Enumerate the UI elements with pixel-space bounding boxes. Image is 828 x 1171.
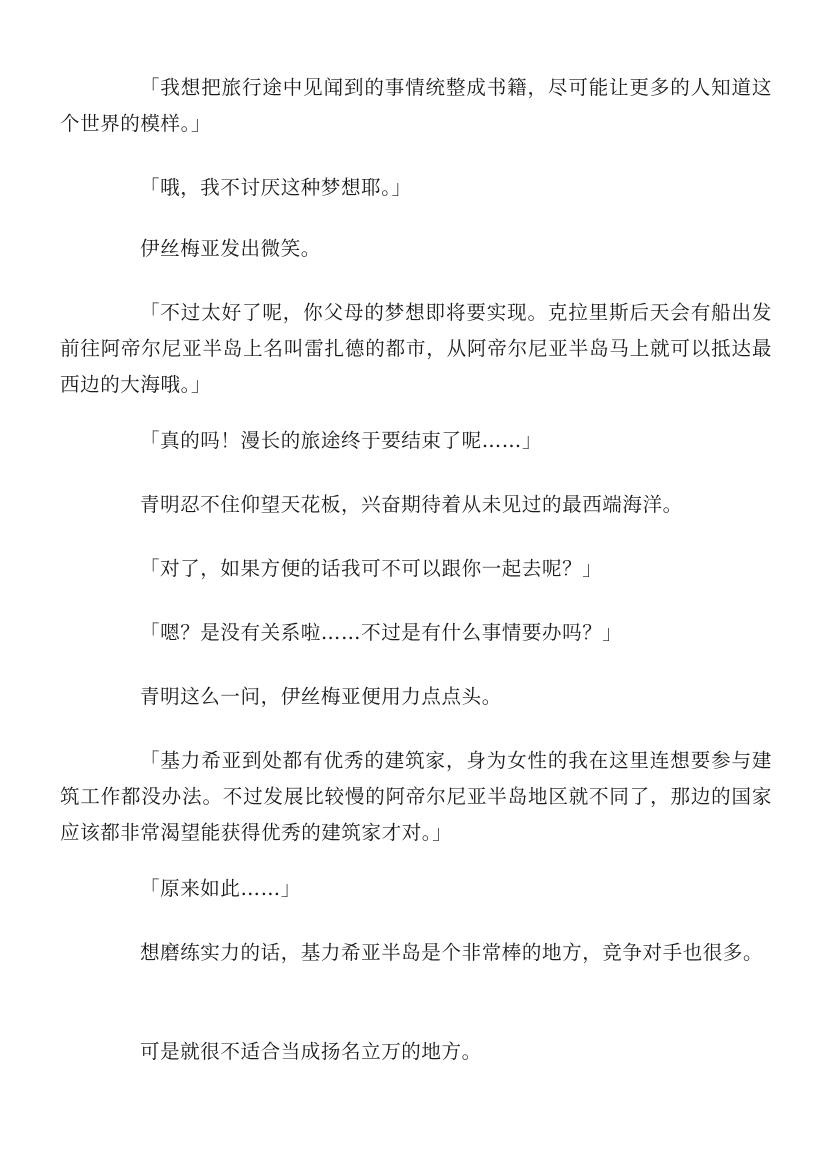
paragraph-4: 「不过太好了呢，你父母的梦想即将要实现。克拉里斯后天会有船出发前往阿帝尔尼亚半岛上名叫雷扎德的都市，从阿帝尔尼亚半岛马上就可以抵达最西边的大海哦。」 — [60, 301, 772, 396]
paragraph-10: 「基力希亚到处都有优秀的建筑家，身为女性的我在这里连想要参与建筑工作都没办法。不过发展比较慢的阿帝尔尼亚半岛地区就不同了，那边的国家应该都非常渴望能获得优秀的建筑家才对。」 — [60, 749, 772, 844]
paragraph-7: 「对了，如果方便的话我可不可以跟你一起去呢？」 — [140, 557, 603, 580]
paragraph-5: 「真的吗！漫长的旅途终于要结束了呢……」 — [140, 429, 543, 452]
paragraph-1: 「我想把旅行途中见闻到的事情统整成书籍，尽可能让更多的人知道这个世界的模样。」 — [60, 76, 772, 135]
paragraph-2: 「哦，我不讨厌这种梦想耶。」 — [140, 176, 412, 199]
paragraph-13: 可是就很不适合当成扬名立万的地方。 — [140, 1040, 482, 1063]
paragraph-8: 「嗯？是没有关系啦……不过是有什么事情要办吗？」 — [140, 621, 623, 644]
paragraph-12: 想磨练实力的话，基力希亚半岛是个非常棒的地方，竞争对手也很多。 — [140, 941, 764, 964]
paragraph-3: 伊丝梅亚发出微笑。 — [140, 237, 321, 260]
paragraph-6: 青明忍不住仰望天花板，兴奋期待着从未见过的最西端海洋。 — [140, 493, 683, 516]
paragraph-11: 「原来如此……」 — [140, 877, 301, 900]
paragraph-9: 青明这么一问，伊丝梅亚便用力点点头。 — [140, 685, 502, 708]
